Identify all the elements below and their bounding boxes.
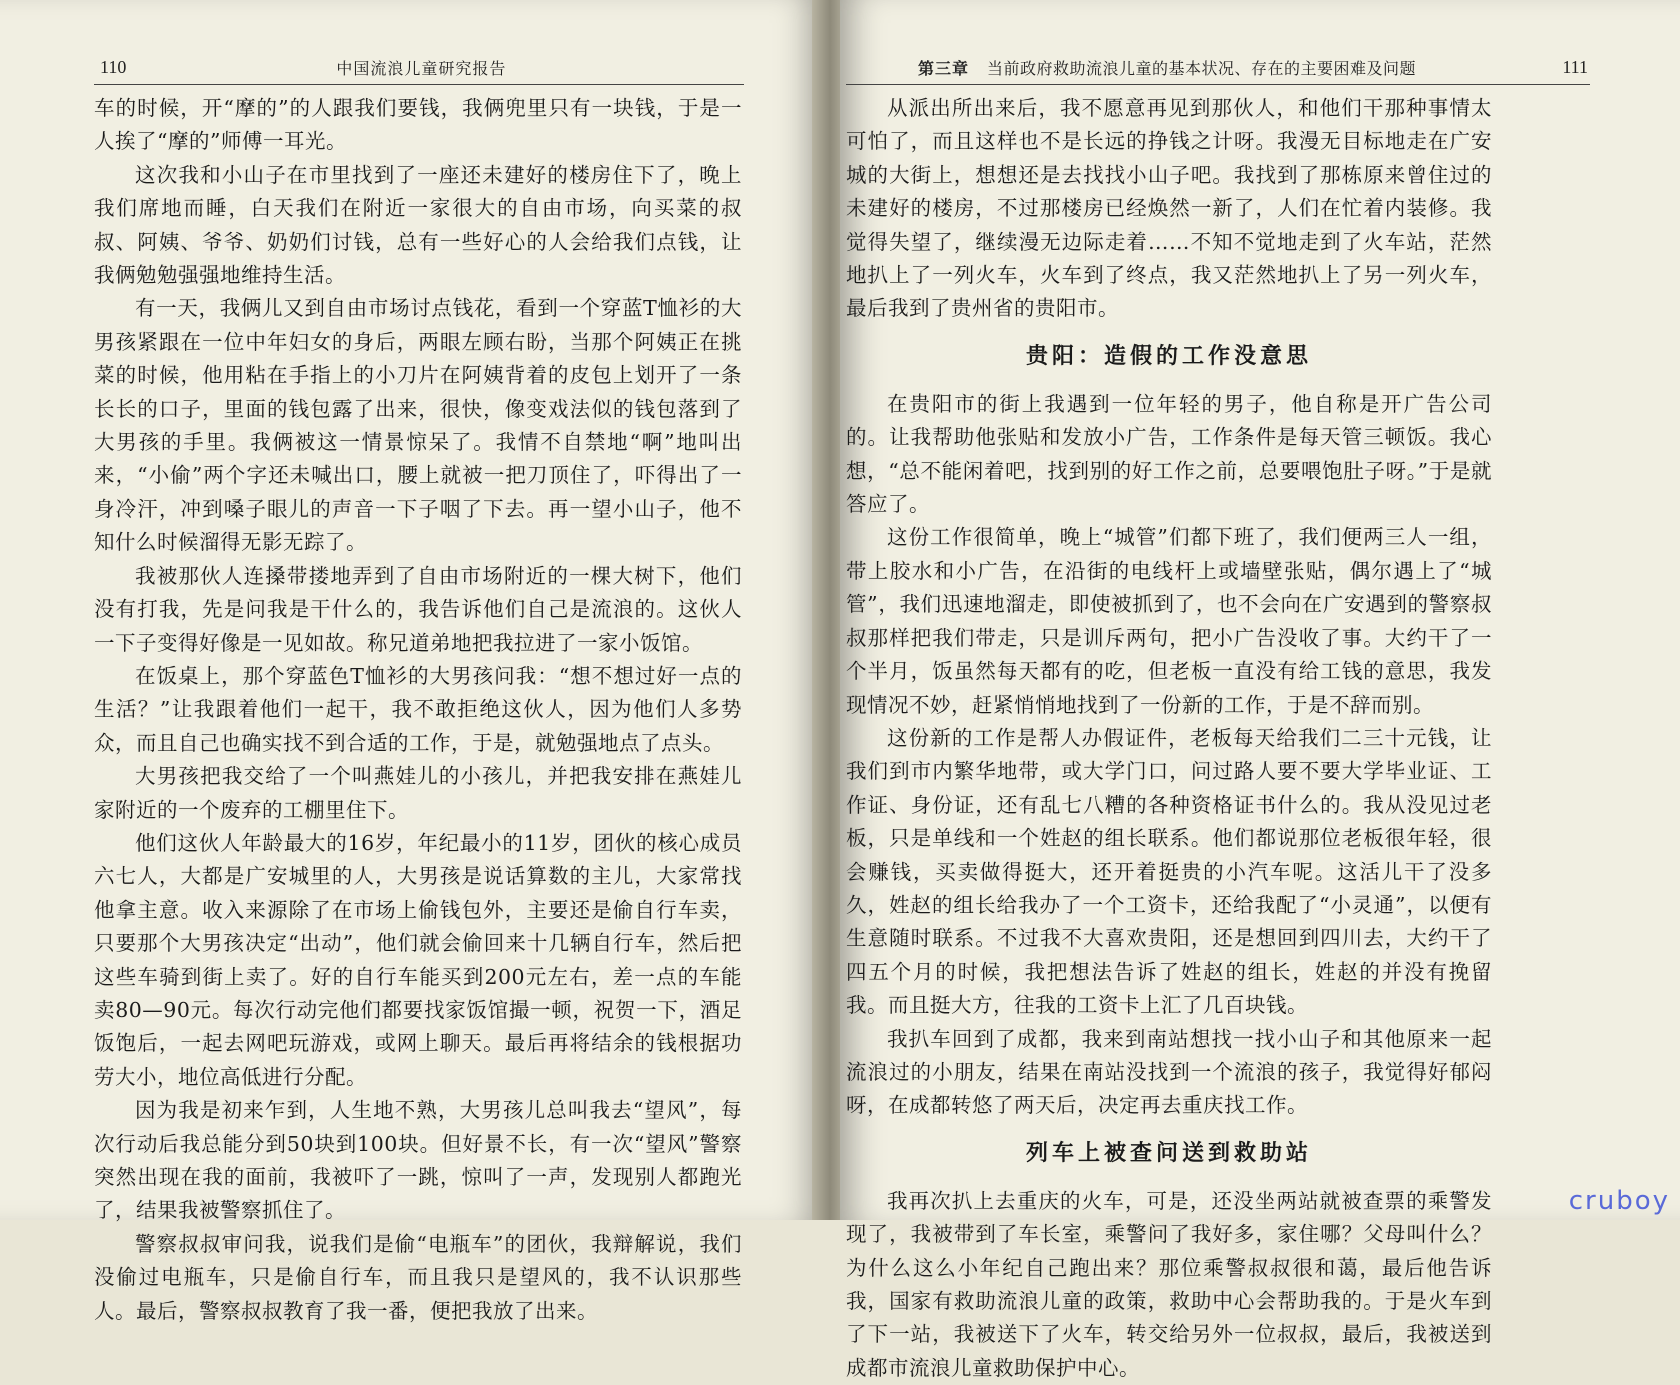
paragraph: 这份新的工作是帮人办假证件，老板每天给我们二三十元钱，让我们到市内繁华地带，或大学门口，问过路人要不要大学毕业证、工作证、身份证，还有乱七八糟的各种资格证书什么的。我从没见过老板，只是单线和一个姓赵的组长联系。他们都说那位老板很年轻，很会赚钱，买卖做得挺大，还开着挺贵的小汽车呢。这活儿干了没多久，姓赵的组长给我办了一个工资卡，还给我配了“小灵通”，以便有生意随时联系。不过我不大喜欢贵阳，还是想回到四川去，大约干了四五个月的时候，我把想法告诉了姓赵的组长，姓赵的并没有挽留我。而且挺大方，往我的工资卡上汇了几百块钱。 — [846, 725, 1492, 1018]
paragraph: 我被那伙人连搡带搂地弄到了自由市场附近的一棵大树下，他们没有打我，先是问我是干什么的，我告诉他们自己是流浪的。这伙人一下子变得好像是一见如故。称兄道弟地把我拉进了一家小饭馆。 — [94, 563, 742, 655]
right-page-number: 111 — [1562, 56, 1588, 77]
paragraph: 车的时候，开“摩的”的人跟我们要钱，我俩兜里只有一块钱，于是一人挨了“摩的”师傅一耳光。 — [94, 96, 742, 154]
paragraph: 我再次扒上去重庆的火车，可是，还没坐两站就被查票的乘警发现了，我被带到了车长室，乘警问了我好多，家住哪？父母叫什么？为什么这么小年纪自己跑出来？那位乘警叔叔很和蔼，最后他告诉我，国家有救助流浪儿童的政策，救助中心会帮助我的。于是火车到了下一站，我被送下了火车，转交给另外一位叔叔，最后，我被送到成都市流浪儿童救助保护中心。 — [846, 1188, 1492, 1380]
right-body-text — [846, 92, 1492, 1385]
right-header-rule — [846, 84, 1590, 85]
left-body-text — [94, 92, 742, 1328]
left-page — [0, 0, 820, 1323]
paragraph: 这份工作很简单，晚上“城管”们都下班了，我们便两三人一组，带上胶水和小广告，在沿街的电线杆上或墙壁张贴，偶尔遇上了“城管”，我们迅速地溜走，即使被抓到了，也不会向在广安遇到的警察叔叔那样把我们带走，只是训斥两句，把小广告没收了事。大约干了一个半月，饭虽然每天都有的吃，但老板一直没有给工钱的意思，我发现情况不妙，赶紧悄悄地找到了一份新的工作，于是不辞而别。 — [846, 525, 1492, 717]
paragraph: 我扒车回到了成都，我来到南站想找一找小山子和其他原来一起流浪过的小朋友，结果在南站没找到一个流浪的孩子，我觉得好郁闷呀，在成都转悠了两天后，决定再去重庆找工作。 — [846, 1026, 1492, 1118]
left-header-title: 中国流浪儿童研究报告 — [336, 58, 507, 78]
right-header-chapter: 第三章 — [918, 58, 970, 78]
right-page — [840, 0, 1680, 1380]
watermark: cruboy — [1568, 1186, 1670, 1216]
left-running-header — [100, 52, 740, 82]
section-title-train: 列车上被查问送到救助站 — [1025, 1140, 1312, 1166]
left-page-number: 110 — [100, 56, 127, 77]
section-title-guiyang: 贵阳：造假的工作没意思 — [1025, 343, 1312, 369]
paragraph: 因为我是初来乍到，人生地不熟，大男孩儿总叫我去“望风”，每次行动后我总能分到50块到100块。但好景不长，有一次“望风”警察突然出现在我的面前，我被吓了一跳，惊叫了一声，发现别人都跑光了，结果我被警察抓住了。 — [94, 1098, 742, 1223]
paragraph: 从派出所出来后，我不愿意再见到那伙人，和他们干那种事情太可怕了，而且这样也不是长远的挣钱之计呀。我漫无目标地走在广安城的大街上，想想还是去找找小山子吧。我找到了那栋原来曾住过的未建好的楼房，不过那楼房已经焕然一新了，人们在忙着内装修。我觉得失望了，继续漫无边际走着……不知不觉地走到了火车站，茫然地扒上了一列火车，火车到了终点，我又茫然地扒上了另一列火车，最后我到了贵州省的贵阳市。 — [846, 96, 1492, 321]
left-header-rule — [94, 84, 744, 85]
paragraph: 在贵阳市的街上我遇到一位年轻的男子，他自称是开广告公司的。让我帮助他张贴和发放小广告，工作条件是每天管三顿饭。我心想，“总不能闲着吧，找到别的好工作之前，总要喂饱肚子呀。”于是就答应了。 — [846, 391, 1492, 517]
paragraph: 警察叔叔审问我，说我们是偷“电瓶车”的团伙，我辩解说，我们没偷过电瓶车，只是偷自行车，而且我只是望风的，我不认识那些人。最后，警察叔叔教育了我一番，便把我放了出来。 — [94, 1231, 742, 1323]
paragraph: 他们这伙人年龄最大的16岁，年纪最小的11岁，团伙的核心成员六七人，大都是广安城里的人，大男孩是说话算数的主儿，大家常找他拿主意。收入来源除了在市场上偷钱包外，主要还是偷自行车卖，只要那个大男孩决定“出动”，他们就会偷回来十几辆自行车，然后把这些车骑到街上卖了。好的自行车能买到200元左右，差一点的车能卖80—90元。每次行动完他们都要找家饭馆撮一顿，祝贺一下，酒足饭饱后，一起去网吧玩游戏，或网上聊天。最后再将结余的钱根据功劳大小，地位高低进行分配。 — [94, 830, 742, 1089]
paragraph: 大男孩把我交给了一个叫燕娃儿的小孩儿，并把我安排在燕娃儿家附近的一个废弃的工棚里住下。 — [94, 764, 742, 822]
paragraph: 这次我和小山子在市里找到了一座还未建好的楼房住下了，晚上我们席地而睡，白天我们在附近一家很大的自由市场，向买菜的叔叔、阿姨、爷爷、奶奶们讨钱，总有一些好心的人会给我们点钱，让我俩勉勉强强地维持生活。 — [94, 162, 742, 288]
right-header-title: 当前政府救助流浪儿童的基本状况、存在的主要困难及问题 — [987, 58, 1417, 78]
paragraph: 在饭桌上，那个穿蓝色T恤衫的大男孩问我：“想不想过好一点的生活？”让我跟着他们一起干，我不敢拒绝这伙人，因为他们人多势众，而且自己也确实找不到合适的工作，于是，就勉强地点了点头。 — [94, 663, 742, 755]
paragraph: 有一天，我俩儿又到自由市场讨点钱花，看到一个穿蓝T恤衫的大男孩紧跟在一位中年妇女的身后，两眼左顾右盼，当那个阿姨正在挑菜的时候，他用粘在手指上的小刀片在阿姨背着的皮包上划开了一条长长的口子，里面的钱包露了出来，很快，像变戏法似的钱包落到了大男孩的手里。我俩被这一情景惊呆了。我情不自禁地“啊”地叫出来，“小偷”两个字还未喊出口，腰上就被一把刀顶住了，吓得出了一身冷汗，冲到嗓子眼儿的声音一下子咽了下去。再一望小山子，他不知什么时候溜得无影无踪了。 — [94, 296, 742, 555]
right-running-header — [918, 52, 1588, 82]
